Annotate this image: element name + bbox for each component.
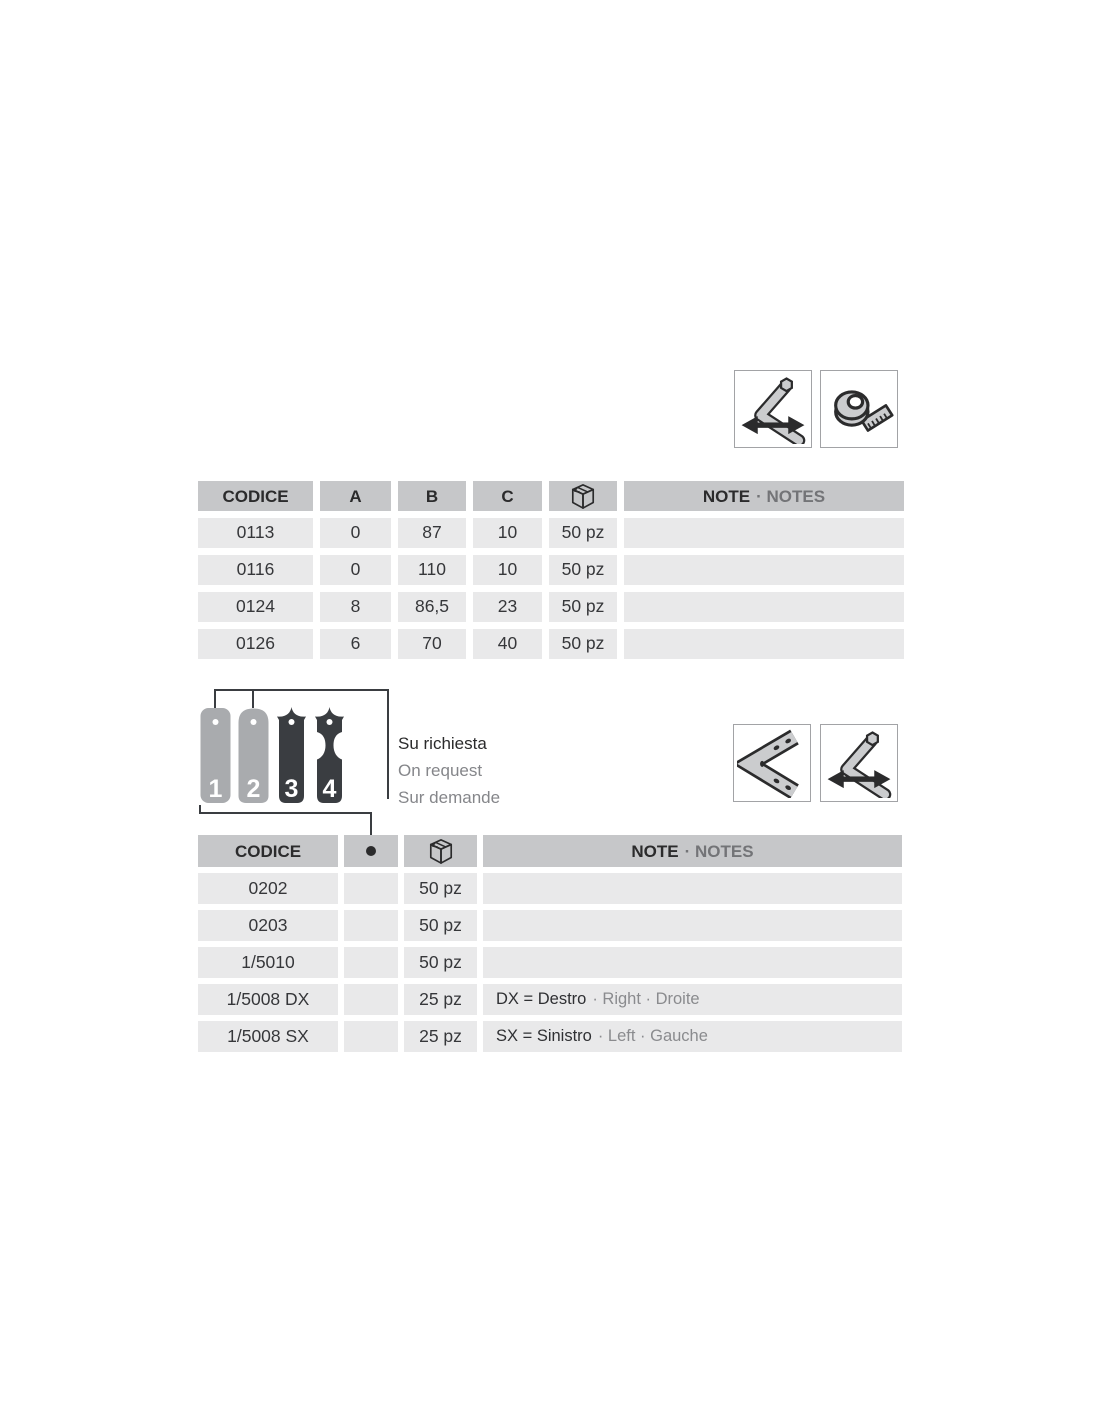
variant-dot [366,846,376,856]
bracket-top-horizontal [214,689,389,691]
bracket-top-tick-2 [252,689,254,708]
caption-sur-demande: Sur demande [398,788,501,807]
t2-r2-note [483,910,902,941]
t1-header-codice: CODICE [198,481,313,511]
icon-box-corner-bracket [733,724,811,802]
icon-box-tape [820,370,898,448]
variant-shape-4 [314,707,345,804]
t2-header-pack [404,835,477,867]
t1-r2-c: 10 [473,555,542,585]
t1-header-b: B [398,481,466,511]
variant-number: 4 [322,775,337,803]
t2-header-codice: CODICE [198,835,338,867]
package-icon [428,836,454,866]
bracket-bottom-horizontal [199,812,372,814]
t1-r1-b: 87 [398,518,466,548]
t2-r3-variant [344,947,398,978]
hex-key-arrow-icon [824,728,894,798]
t1-r1-note [624,518,904,548]
hex-key-arrow-icon [738,374,808,444]
t2-header-variant [344,835,398,867]
t2-r5-codice: 1/5008 SX [198,1021,338,1052]
t2-r5-pack: 25 pz [404,1021,477,1052]
t1-r2-note [624,555,904,585]
t1-r4-note [624,629,904,659]
t2-r4-variant [344,984,398,1015]
icon-box-hex-key-2 [820,724,898,802]
t2-r4-codice: 1/5008 DX [198,984,338,1015]
t1-r3-c: 23 [473,592,542,622]
t1-header-a: A [320,481,391,511]
variant-shape-2 [238,707,269,804]
t2-r5-note: SX = Sinistro · Left · Gauche [483,1021,902,1052]
codes-table [198,835,902,1052]
t1-r3-b: 86,5 [398,592,466,622]
icon-box-hex-key [734,370,812,448]
corner-bracket-icon [737,728,807,798]
t1-r3-pack: 50 pz [549,592,617,622]
variant-shape-1 [200,707,231,804]
variant-number: 2 [246,775,261,803]
variant-shape-3 [276,707,307,804]
variant-number: 3 [284,775,299,803]
dimensions-table [198,481,904,659]
t2-r1-note [483,873,902,904]
t2-r3-codice: 1/5010 [198,947,338,978]
t1-r1-codice: 0113 [198,518,313,548]
caption-on-request: On request [398,761,483,780]
t1-header-note: NOTE · NOTES [624,481,904,511]
bracket-top-tick-1 [214,689,216,708]
t1-r3-note [624,592,904,622]
t1-r2-codice: 0116 [198,555,313,585]
t2-r4-note: DX = Destro · Right · Droite [483,984,902,1015]
t1-r1-pack: 50 pz [549,518,617,548]
t1-r3-a: 8 [320,592,391,622]
t2-r2-codice: 0203 [198,910,338,941]
t1-header-pack [549,481,617,511]
measuring-tape-icon [824,374,894,444]
t2-header-note: NOTE · NOTES [483,835,902,867]
t1-r4-b: 70 [398,629,466,659]
t1-r3-codice: 0124 [198,592,313,622]
t1-r4-c: 40 [473,629,542,659]
t2-r1-pack: 50 pz [404,873,477,904]
t1-r2-b: 110 [398,555,466,585]
t1-header-c: C [473,481,542,511]
t2-r3-note [483,947,902,978]
caption-su-richiesta: Su richiesta [398,734,487,753]
variant-number: 1 [208,775,223,803]
t2-r2-variant [344,910,398,941]
t2-r1-variant [344,873,398,904]
t1-r4-a: 6 [320,629,391,659]
t2-r4-pack: 25 pz [404,984,477,1015]
t1-r1-c: 10 [473,518,542,548]
t2-r5-variant [344,1021,398,1052]
t2-r1-codice: 0202 [198,873,338,904]
t1-r4-pack: 50 pz [549,629,617,659]
t2-r2-pack: 50 pz [404,910,477,941]
bracket-top-vertical [387,689,389,799]
package-icon [570,481,596,511]
t1-r2-a: 0 [320,555,391,585]
t1-r2-pack: 50 pz [549,555,617,585]
t2-r3-pack: 50 pz [404,947,477,978]
t1-r4-codice: 0126 [198,629,313,659]
t1-r1-a: 0 [320,518,391,548]
